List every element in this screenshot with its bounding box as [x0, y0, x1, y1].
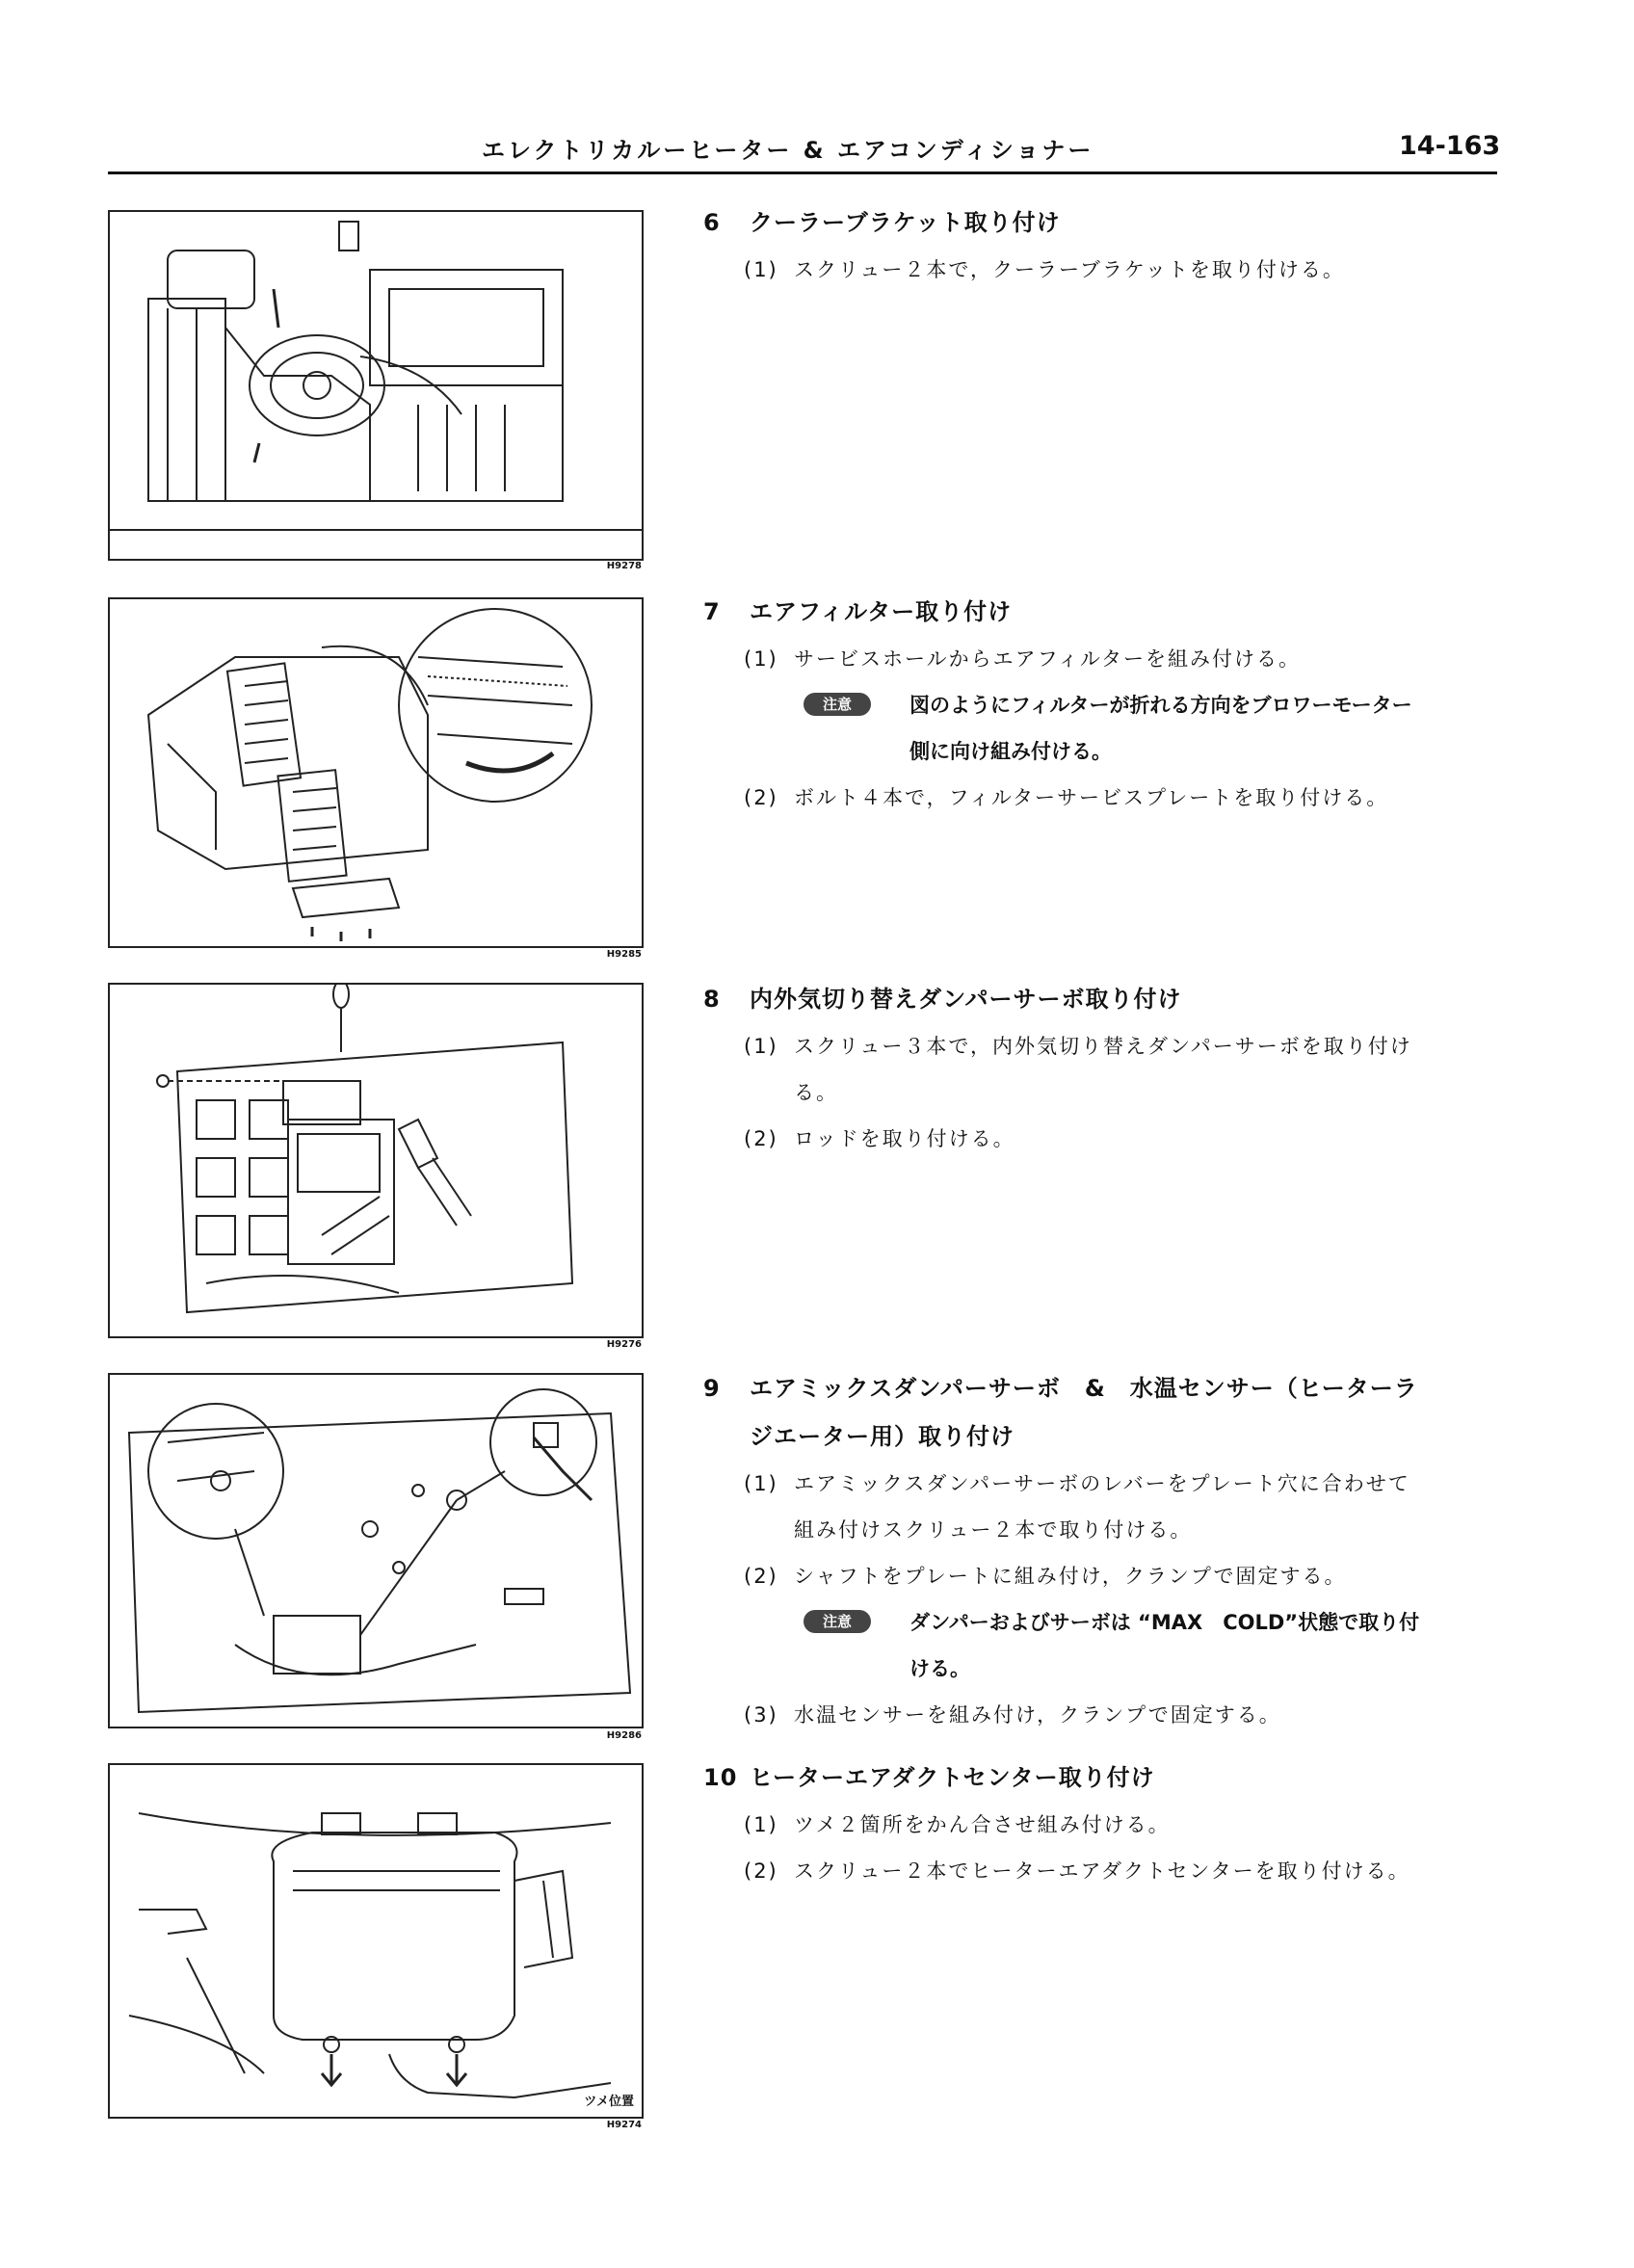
section-9 — [703, 1364, 1503, 1738]
step-text: スクリュー２本でヒーターエアダクトセンターを取り付ける。 — [794, 1859, 1410, 1883]
step-text: 水温センサーを組み付け，クランプで固定する。 — [794, 1703, 1281, 1727]
step-number: (3) — [744, 1703, 778, 1727]
figure-code: H9274 — [606, 2120, 642, 2130]
step-continuation: 組み付けスクリュー２本で取り付ける。 — [794, 1518, 1193, 1542]
heater-air-duct-illustration — [110, 1765, 642, 2117]
step-number: (2) — [744, 1565, 778, 1588]
note-line: ける。 — [909, 1657, 970, 1680]
step-text: ボルト４本で，フィルターサービスプレートを取り付ける。 — [794, 786, 1389, 809]
step-number: (1) — [744, 1813, 778, 1836]
step-text: スクリュー２本で，クーラーブラケットを取り付ける。 — [794, 258, 1345, 281]
section-10 — [703, 1754, 1503, 1894]
step-number: (1) — [744, 1035, 778, 1058]
header-rule — [108, 171, 1497, 174]
figure-air-filter — [108, 597, 644, 948]
step-number: (2) — [744, 1127, 778, 1150]
page-number: 14-163 — [1399, 131, 1501, 161]
step-number: (2) — [744, 786, 778, 809]
figure-code: H9276 — [606, 1339, 642, 1350]
step-number: (1) — [744, 1472, 778, 1495]
step — [703, 1023, 1503, 1069]
step-number: (1) — [744, 258, 778, 281]
step-text: スクリュー３本で，内外気切り替えダンパーサーボを取り付け — [794, 1035, 1412, 1058]
section-title-text: エアフィルター取り付け — [750, 598, 1013, 625]
figure-air-mix-servo — [108, 1373, 644, 1728]
step — [703, 1461, 1503, 1507]
caution-note — [703, 1599, 1503, 1692]
section-title-text: 内外気切り替えダンパーサーボ取り付け — [750, 986, 1182, 1013]
note-line: 側に向け組み付ける。 — [909, 740, 1112, 763]
section-8 — [703, 975, 1503, 1162]
section-6 — [703, 198, 1503, 293]
caution-note — [703, 682, 1503, 775]
section-title-text: ヒーターエアダクトセンター取り付け — [750, 1764, 1155, 1791]
figure-cooler-bracket — [108, 210, 644, 561]
step — [703, 1553, 1503, 1599]
step — [703, 1802, 1503, 1848]
step — [703, 1692, 1503, 1738]
section-number: 10 — [703, 1764, 738, 1791]
section-7 — [703, 588, 1503, 821]
step-text: エアミックスダンパーサーボのレバーをプレート穴に合わせて — [794, 1472, 1410, 1495]
section-title — [703, 588, 1503, 636]
step-text: シャフトをプレートに組み付け，クランプで固定する。 — [794, 1565, 1347, 1588]
section-number: 6 — [703, 209, 721, 236]
section-title — [703, 975, 1503, 1023]
section-title-text: エアミックスダンパーサーボ & 水温センサー（ヒーターラ — [750, 1375, 1418, 1402]
air-mix-servo-illustration — [110, 1375, 642, 1727]
step-number: (2) — [744, 1859, 778, 1883]
figure-code: H9286 — [606, 1730, 642, 1741]
figure-callout-label: ツメ位置 — [582, 2091, 636, 2109]
step-text: サービスホールからエアフィルターを組み付ける。 — [794, 647, 1302, 671]
step — [703, 636, 1503, 682]
step-text: ツメ２箇所をかん合させ組み付ける。 — [794, 1813, 1171, 1836]
step — [703, 1116, 1503, 1162]
section-number: 9 — [703, 1375, 721, 1402]
section-number: 7 — [703, 598, 721, 625]
figure-damper-servo — [108, 983, 644, 1338]
step-continuation: る。 — [794, 1081, 838, 1104]
section-title-text: クーラーブラケット取り付け — [750, 209, 1061, 236]
caution-badge: 注意 — [804, 693, 871, 716]
section-title — [703, 1364, 1503, 1412]
air-filter-illustration — [110, 599, 642, 946]
step — [703, 775, 1503, 821]
note-line: ダンパーおよびサーボは “MAX COLD”状態で取り付 — [909, 1611, 1420, 1634]
figure-code: H9278 — [606, 561, 642, 571]
section-number: 8 — [703, 986, 721, 1013]
step — [703, 1848, 1503, 1894]
cooler-bracket-illustration — [110, 212, 642, 559]
page-header-title: エレクトリカルーヒーター & エアコンディショナー — [482, 137, 1094, 164]
figure-code: H9285 — [606, 949, 642, 960]
note-line: 図のようにフィルターが折れる方向をブロワーモーター — [909, 694, 1412, 717]
damper-servo-illustration — [110, 985, 642, 1336]
section-title — [703, 198, 1503, 247]
step-text: ロッドを取り付ける。 — [794, 1127, 1015, 1150]
section-title-continuation: ジエーター用）取り付け — [750, 1423, 1015, 1450]
section-title — [703, 1754, 1503, 1802]
step — [703, 247, 1503, 293]
figure-heater-air-duct — [108, 1763, 644, 2119]
step-number: (1) — [744, 647, 778, 671]
caution-badge: 注意 — [804, 1610, 871, 1633]
